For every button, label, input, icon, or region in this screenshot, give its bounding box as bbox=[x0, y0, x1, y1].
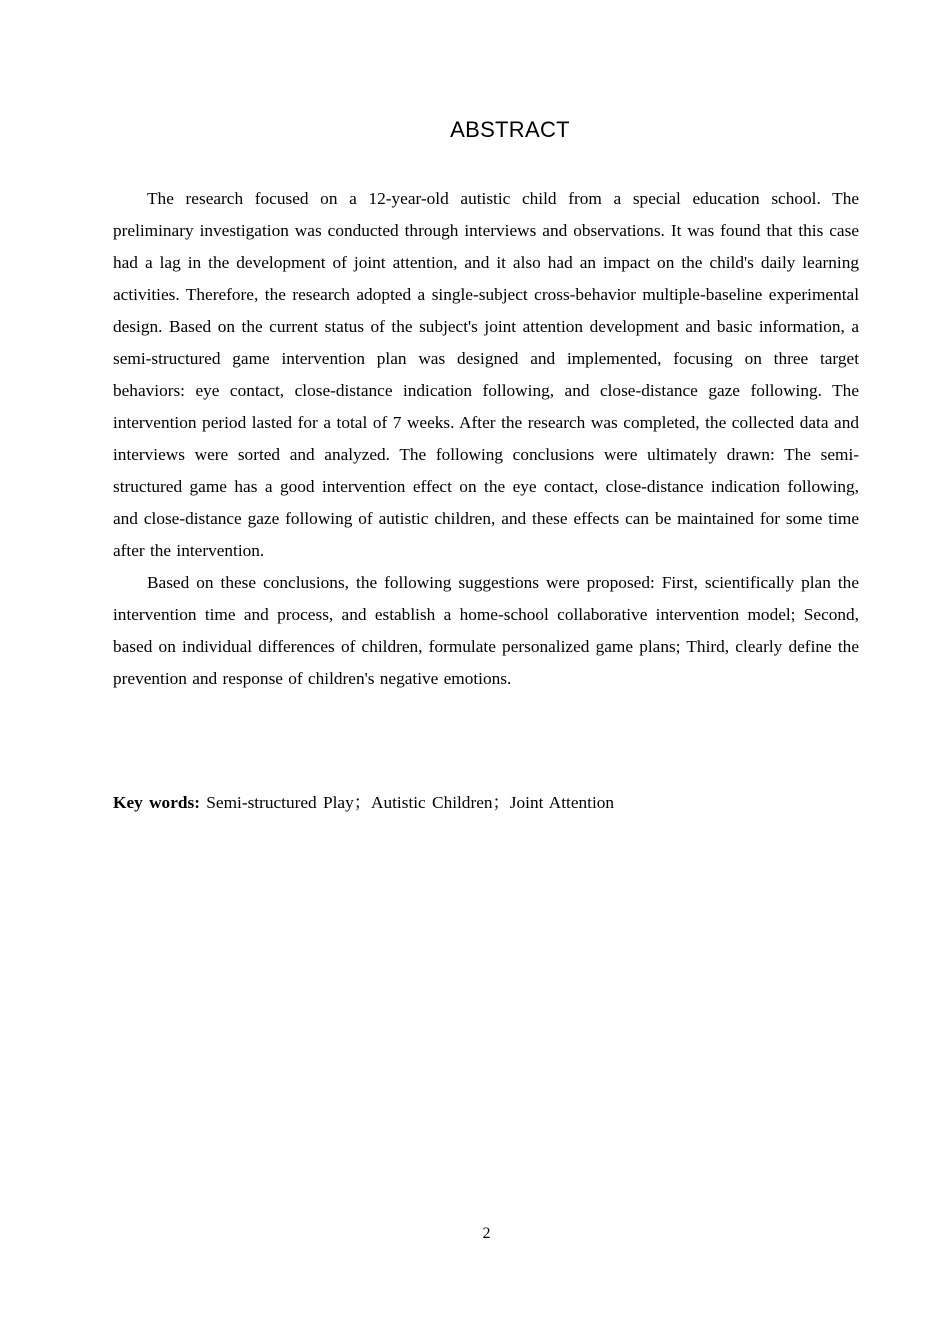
keywords-line bbox=[113, 789, 859, 817]
abstract-paragraph-1: The research focused on a 12-year-old autistic child from a special education school. The preliminary investigation was conducted through interviews and observations. It was found that this case had a lag in the development of joint attention, and it also had an impact on the child's daily learning activities. Therefore, the research adopted a single-subject cross-behavior multiple-baseline experimental design. Based on the current status of the subject's joint attention development and basic information, a semi-structured game intervention plan was designed and implemented, focusing on three target behaviors: eye contact, close-distance indication following, and close-distance gaze following. The intervention period lasted for a total of 7 weeks. After the research was completed, the collected data and interviews were sorted and analyzed. The following conclusions were ultimately drawn: The semi-structured game has a good intervention effect on the eye contact, close-distance indication following, and close-distance gaze following of autistic children, and these effects can be maintained for some time after the intervention. bbox=[113, 189, 859, 560]
page-number: 2 bbox=[482, 1225, 491, 1242]
keywords-label: Key words: bbox=[113, 793, 200, 812]
abstract-title: ABSTRACT bbox=[450, 117, 570, 142]
keywords-list: Semi-structured Play；Autistic Children；Joint Attention bbox=[206, 793, 615, 812]
abstract-paragraph-2: Based on these conclusions, the following suggestions were proposed: First, scientifically plan the intervention time and process, and establish a home-school collaborative intervention model; Second, based on individual differences of children, formulate personalized game plans; Third, clearly define the prevention and response of children's negative emotions. bbox=[113, 573, 859, 688]
abstract-body bbox=[113, 183, 859, 695]
